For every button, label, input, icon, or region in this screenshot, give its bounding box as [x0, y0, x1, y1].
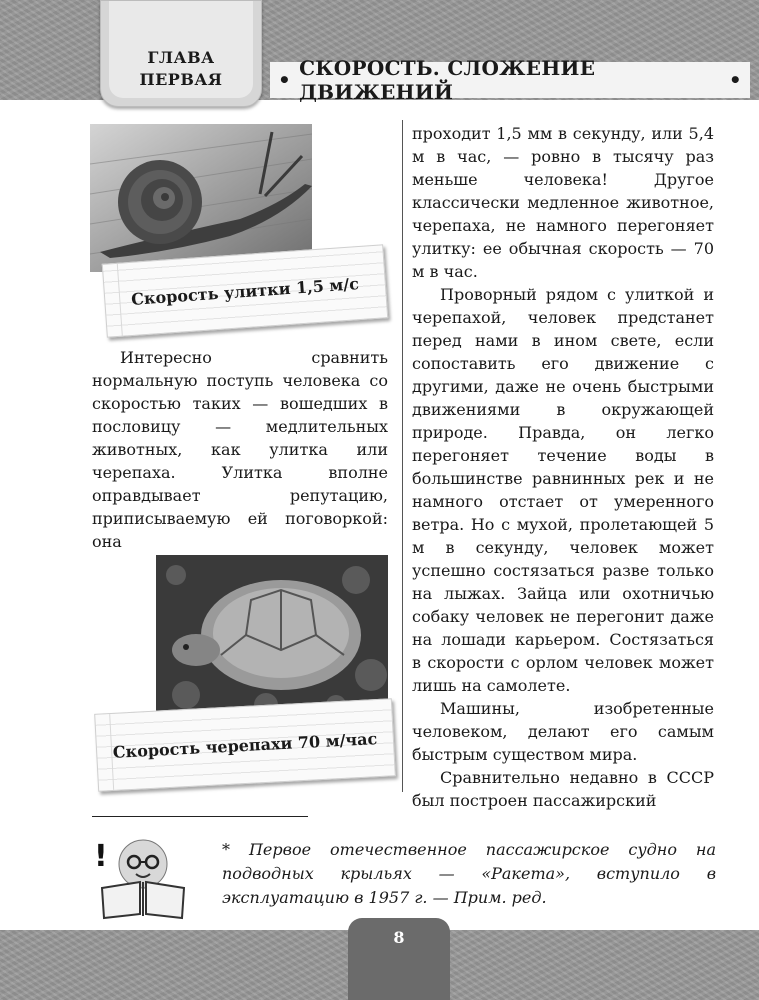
snail-photo — [90, 124, 312, 272]
section-title-bar — [270, 56, 750, 104]
tortoise-caption: Скорость черепахи 70 м/час — [112, 728, 378, 762]
chapter-line-2: ПЕРВАЯ — [139, 70, 223, 89]
bullet-right: • — [728, 68, 742, 92]
page-number-tab — [348, 918, 450, 1000]
left-paragraph: Интересно сравнить нормальную поступь человека со скоростью таких — вошедших в пословицу — медлительных животных, как улитка или черепаха. Улитка вполне оправдывает репутацию, приписываемую ей поговоркой: она — [92, 348, 388, 551]
tortoise-caption-note — [94, 698, 396, 791]
chapter-tab — [100, 0, 262, 107]
right-paragraph-1: проходит 1,5 мм в секунду, или 5,4 м в час, — ровно в тысячу раз меньше человека! Другое классически медленное животное, черепаха, не намного перегоняет улитку: ее обычная скорость — 70 м в час. — [412, 124, 714, 281]
chapter-line-1: ГЛАВА — [147, 48, 215, 67]
right-paragraph-2: Проворный рядом с улиткой и черепахой, человек предстанет перед нами в ином свете, если сопоставить его движение с другими, даже не очень быстрыми движениями в окружающей природе. Правда, он легко перегоняет течение воды в большинстве равнинных рек и не намного отстает от умеренного ветра. Но с мухой, пролетающей 5 м в секунду, человек может успешно состязаться разве только на лыжах. Зайца или охотничью собаку человек не перегонит даже на лошади карьером. Состязаться в скорости с орлом человек может лишь на самолете. — [412, 285, 714, 695]
left-column — [92, 346, 388, 553]
tortoise-photo — [156, 555, 388, 713]
snail-caption: Скорость улитки 1,5 м/с — [130, 273, 360, 309]
footnote-text: * Первое отечественное пассажирское судно на подводных крыльях — «Ракета», вступило в эксплуатацию в 1957 г. — Прим. ред. — [222, 840, 716, 907]
column-divider — [402, 120, 403, 792]
right-paragraph-3: Машины, изобретенные человеком, делают его самым быстрым существом мира. — [412, 699, 714, 764]
svg-text:!: ! — [94, 839, 108, 874]
footnote-rule — [92, 816, 308, 817]
reading-mascot-icon — [88, 826, 188, 926]
page-number: 8 — [393, 928, 405, 947]
bullet-left: • — [278, 68, 292, 92]
chapter-label — [101, 47, 261, 91]
right-column — [412, 122, 714, 812]
section-title: СКОРОСТЬ. СЛОЖЕНИЕ ДВИЖЕНИЙ — [299, 56, 596, 104]
right-paragraph-4: Сравнительно недавно в СССР был построен пассажирский — [412, 768, 714, 810]
